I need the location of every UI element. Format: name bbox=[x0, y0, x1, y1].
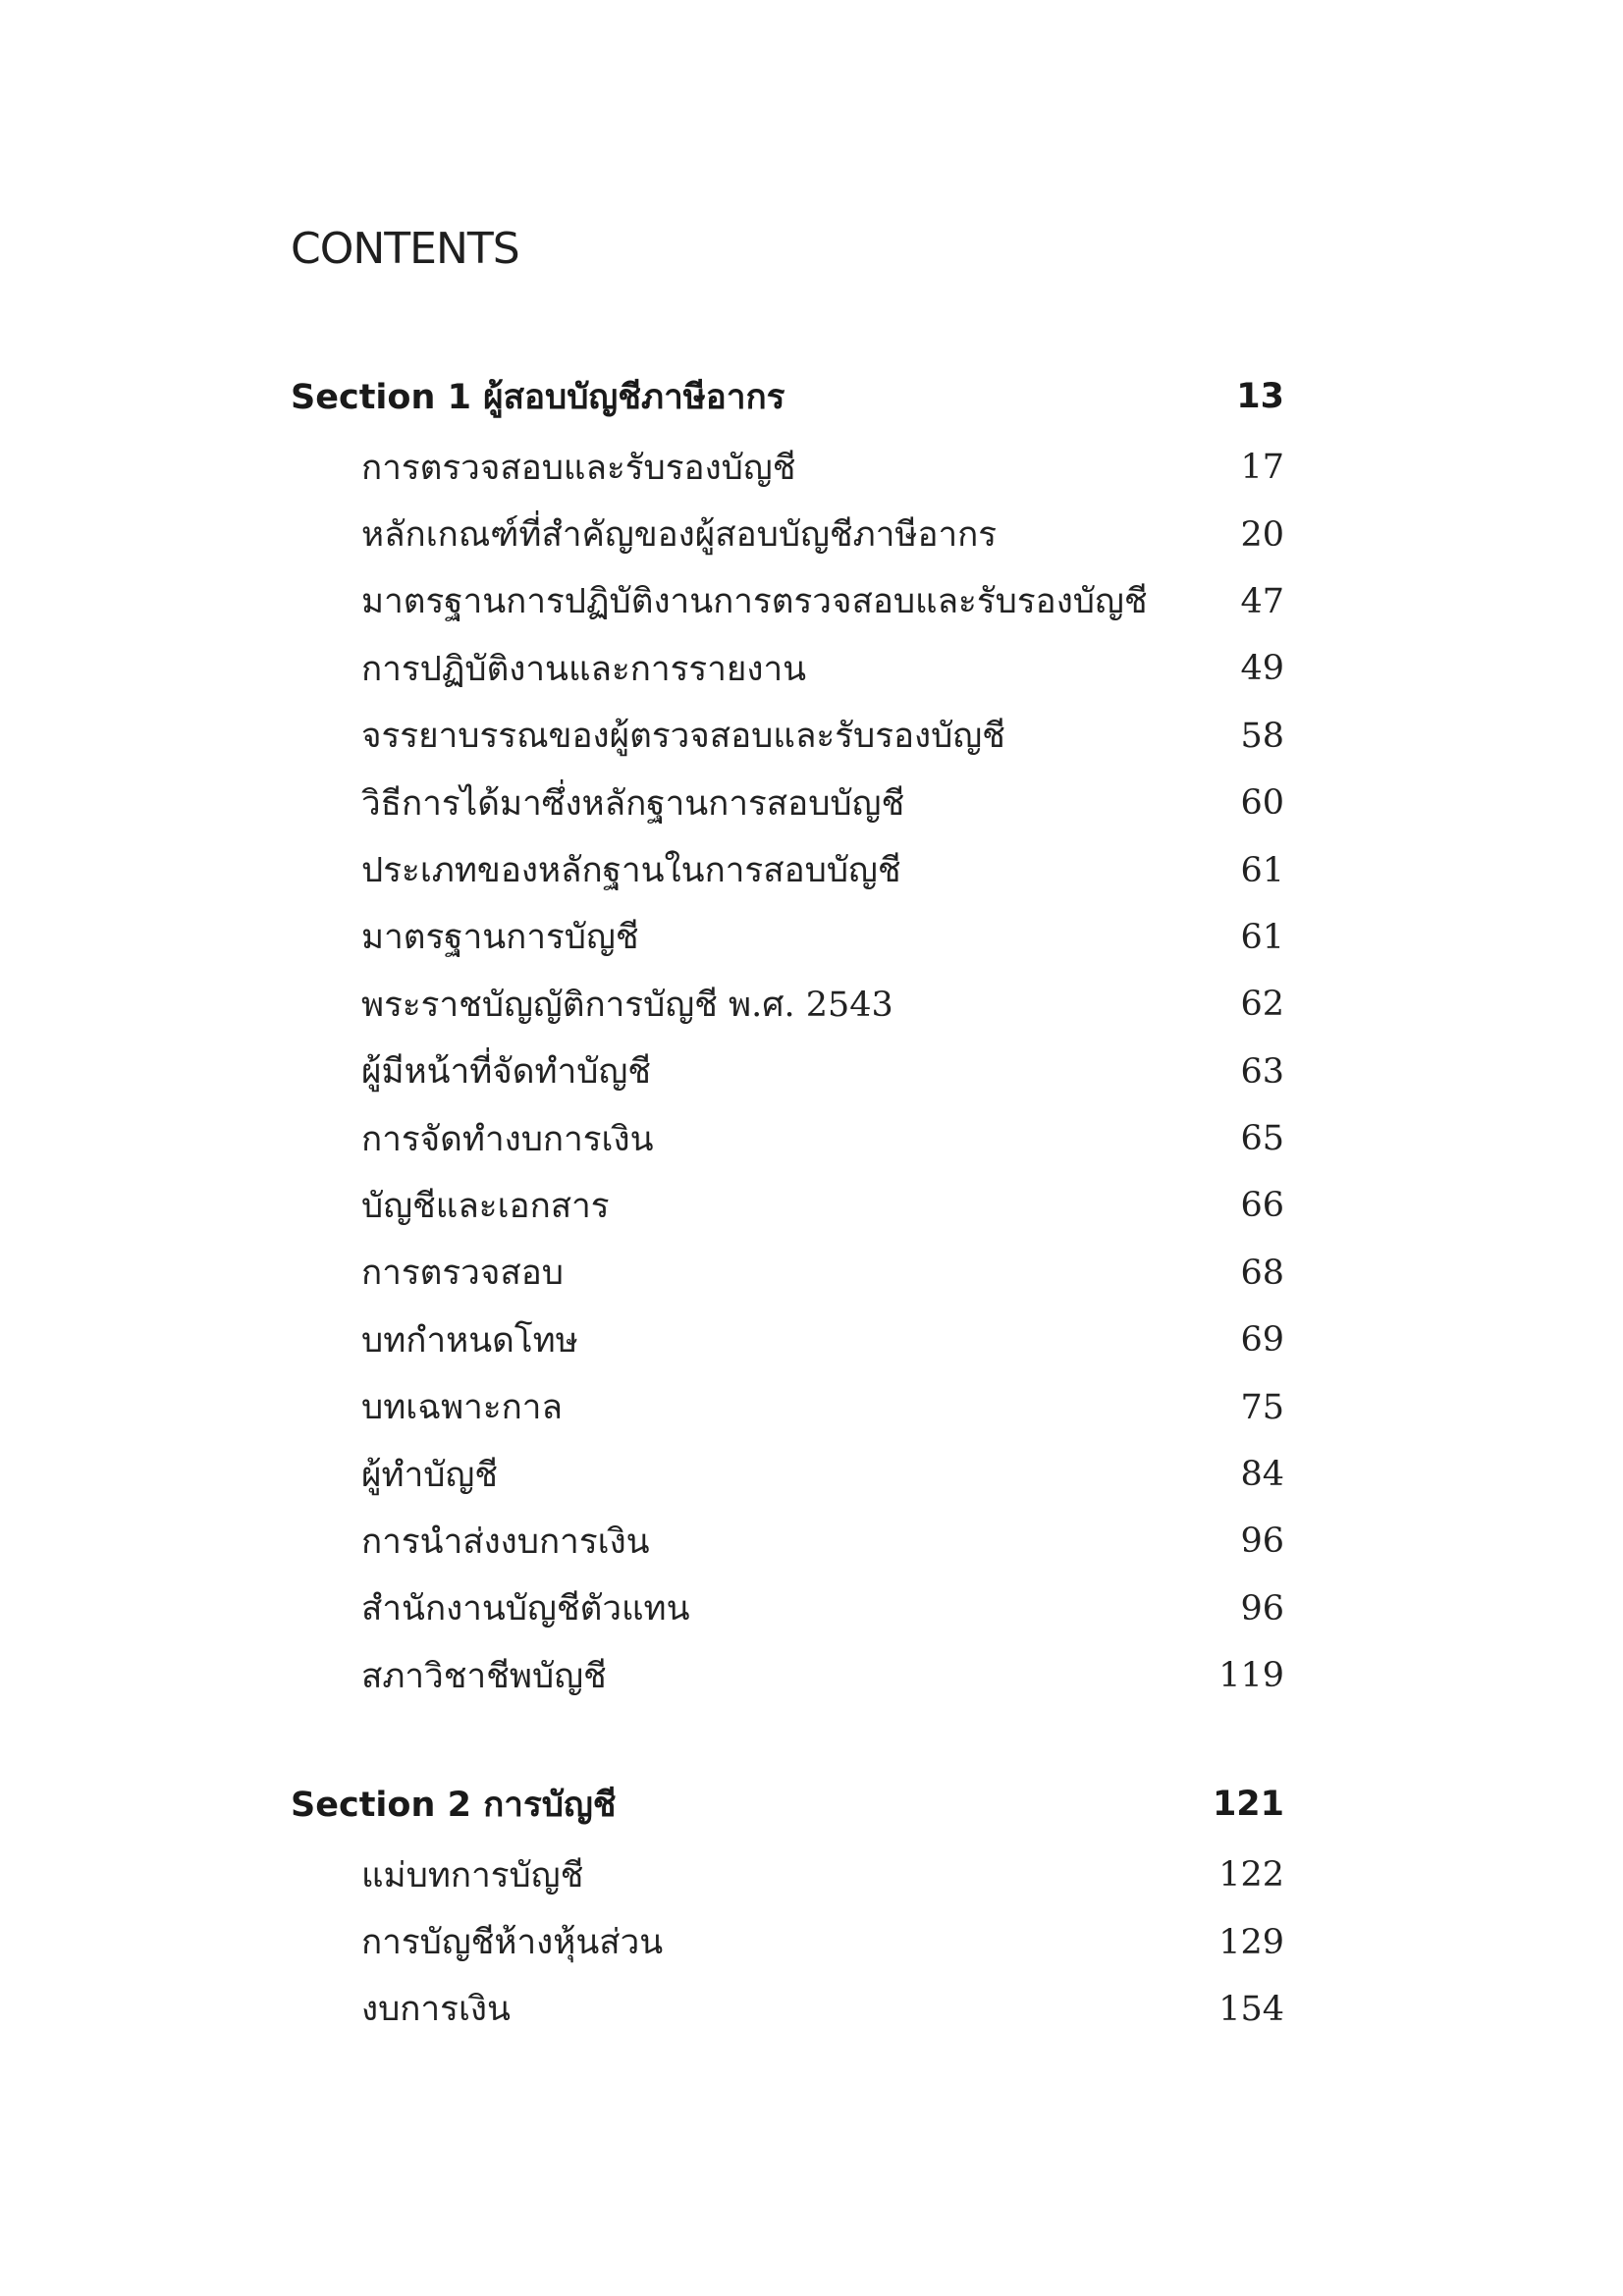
toc-entry-label: มาตรฐานการปฏิบัติงานการตรวจสอบและรับรองบัญชี bbox=[361, 582, 1148, 622]
toc-entry-label: การนำส่งงบการเงิน bbox=[361, 1522, 650, 1562]
toc-entry-page: 65 bbox=[1240, 1119, 1284, 1159]
toc-entry-page: 63 bbox=[1240, 1051, 1284, 1092]
toc-entry bbox=[291, 836, 1284, 903]
toc-entry-page: 66 bbox=[1240, 1186, 1284, 1226]
toc-entry-label: ผู้มีหน้าที่จัดทำบัญชี bbox=[361, 1052, 652, 1093]
toc-entry-page: 154 bbox=[1218, 1989, 1284, 2029]
toc-entry bbox=[291, 635, 1284, 702]
toc-entry-page: 84 bbox=[1240, 1455, 1284, 1495]
toc-entry-page: 69 bbox=[1240, 1320, 1284, 1361]
toc-entry-page: 61 bbox=[1240, 917, 1284, 957]
toc-entry bbox=[291, 501, 1284, 567]
toc-entry-page: 75 bbox=[1240, 1387, 1284, 1427]
toc-entry-label: หลักเกณฑ์ที่สำคัญของผู้สอบบัญชีภาษีอากร bbox=[361, 515, 998, 556]
toc-entry-label: มาตรฐานการบัญชี bbox=[361, 918, 639, 958]
toc-entry-label: จรรยาบรรณของผู้ตรวจสอบและรับรองบัญชี bbox=[361, 717, 1005, 757]
toc-entry bbox=[291, 1842, 1284, 1908]
toc-entry bbox=[291, 568, 1284, 635]
toc-entry-list bbox=[291, 1842, 1284, 2043]
toc-entry-label: งบการเงิน bbox=[361, 1990, 511, 2030]
toc-entry-label: ผู้ทำบัญชี bbox=[361, 1455, 499, 1495]
toc-entry-page: 58 bbox=[1240, 716, 1284, 756]
toc-entry bbox=[291, 1039, 1284, 1105]
toc-entry bbox=[291, 1373, 1284, 1440]
toc-entry bbox=[291, 1976, 1284, 2043]
toc-entry-label: แม่บทการบัญชี bbox=[361, 1855, 584, 1896]
toc-entry-label: การจัดทำงบการเงิน bbox=[361, 1119, 654, 1159]
section-page-number: 121 bbox=[1212, 1785, 1284, 1824]
toc-entry bbox=[291, 1575, 1284, 1642]
section-1 bbox=[291, 373, 1284, 1709]
toc-entry bbox=[291, 1642, 1284, 1709]
toc-entry bbox=[291, 434, 1284, 501]
toc-entry-label: การปฏิบัติงานและการรายงาน bbox=[361, 649, 807, 689]
toc-entry-label: การบัญชีห้างหุ้นส่วน bbox=[361, 1923, 664, 1963]
toc-entry-page: 119 bbox=[1218, 1656, 1284, 1696]
toc-entry bbox=[291, 1908, 1284, 1975]
toc-entry-page: 61 bbox=[1240, 850, 1284, 890]
toc-entry-page: 49 bbox=[1240, 649, 1284, 689]
toc-entry-page: 62 bbox=[1240, 985, 1284, 1025]
toc-entry bbox=[291, 1441, 1284, 1508]
section-page-number: 13 bbox=[1236, 377, 1284, 416]
toc-entry-label: สภาวิชาชีพบัญชี bbox=[361, 1656, 607, 1696]
toc-entry bbox=[291, 1240, 1284, 1307]
section-heading bbox=[291, 373, 1284, 420]
section-heading bbox=[291, 1781, 1284, 1828]
toc-entry bbox=[291, 971, 1284, 1038]
toc-entry-page: 96 bbox=[1240, 1522, 1284, 1562]
toc-entry-label: การตรวจสอบ bbox=[361, 1254, 564, 1294]
toc-entry-label: บัญชีและเอกสาร bbox=[361, 1186, 610, 1226]
contents-title: CONTENTS bbox=[291, 224, 519, 274]
toc-entry bbox=[291, 770, 1284, 836]
section-2 bbox=[291, 1781, 1284, 2043]
toc-entry-label: วิธีการได้มาซึ่งหลักฐานการสอบบัญชี bbox=[361, 783, 905, 824]
toc-entry bbox=[291, 1172, 1284, 1239]
section-title: Section 2 การบัญชี bbox=[291, 1785, 617, 1825]
toc-entry-label: บทกำหนดโทษ bbox=[361, 1320, 578, 1361]
toc-entry bbox=[291, 1105, 1284, 1172]
toc-entry bbox=[291, 703, 1284, 770]
toc-entry-label: ประเภทของหลักฐานในการสอบบัญชี bbox=[361, 851, 901, 891]
toc-entry-page: 17 bbox=[1240, 448, 1284, 488]
toc-entry-list bbox=[291, 434, 1284, 1709]
toc-entry-page: 68 bbox=[1240, 1253, 1284, 1293]
toc-entry bbox=[291, 1508, 1284, 1575]
toc-entry-label: สำนักงานบัญชีตัวแทน bbox=[361, 1589, 690, 1629]
toc-entry-label: บทเฉพาะกาล bbox=[361, 1388, 563, 1428]
toc-entry-page: 129 bbox=[1218, 1922, 1284, 1962]
toc-entry bbox=[291, 1307, 1284, 1373]
toc-entry-page: 96 bbox=[1240, 1588, 1284, 1629]
toc-entry bbox=[291, 904, 1284, 971]
toc-entry-page: 60 bbox=[1240, 783, 1284, 824]
toc-entry-label: พระราชบัญญัติการบัญชี พ.ศ. 2543 bbox=[361, 985, 893, 1025]
toc-entry-label: การตรวจสอบและรับรองบัญชี bbox=[361, 448, 796, 488]
toc-entry-page: 122 bbox=[1218, 1855, 1284, 1896]
toc-entry-page: 20 bbox=[1240, 514, 1284, 555]
section-title: Section 1 ผู้สอบบัญชีภาษีอากร bbox=[291, 377, 785, 417]
toc-entry-page: 47 bbox=[1240, 581, 1284, 621]
